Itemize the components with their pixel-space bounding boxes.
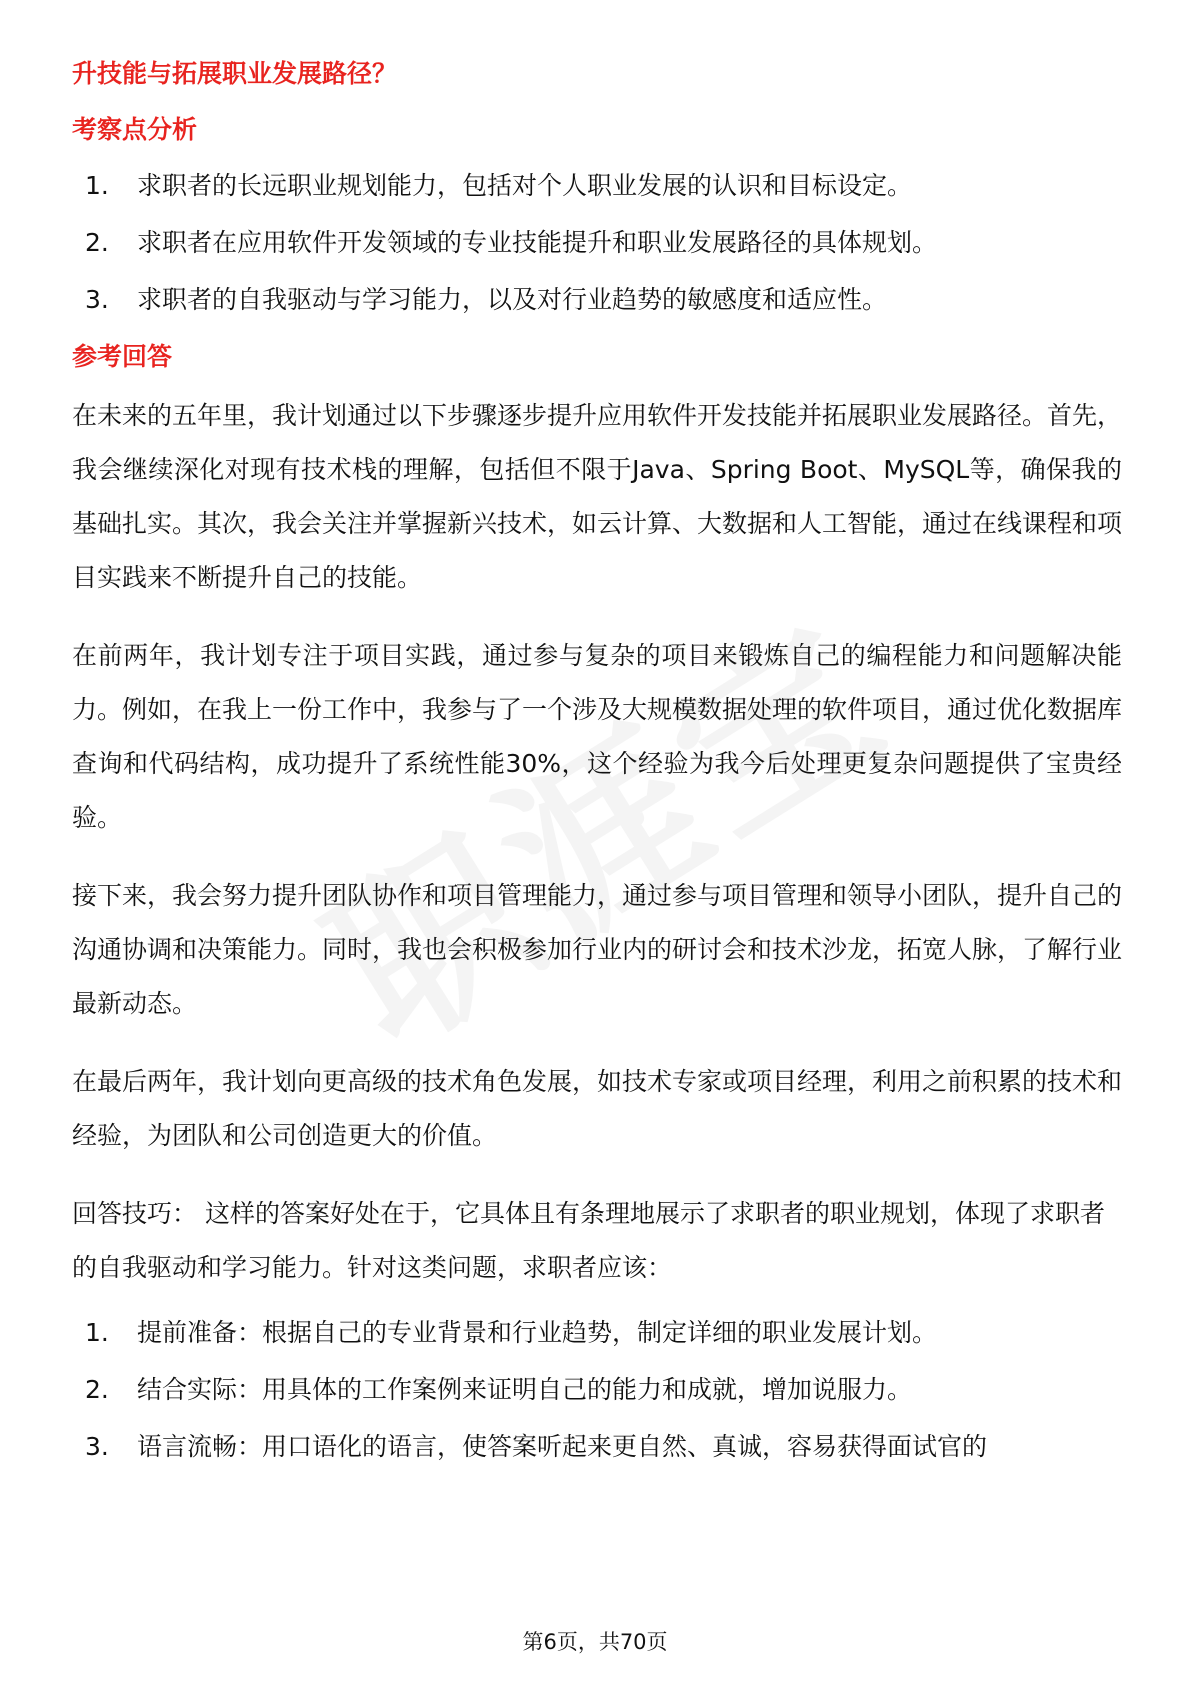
page-footer: 第6页，共70页 xyxy=(522,1630,668,1654)
answer-paragraph: 接下来，我会努力提升团队协作和项目管理能力，通过参与项目管理和领导小团队，提升自己的沟通协调和决策能力。同时，我也会积极参加行业内的研讨会和技术沙龙，拓宽人脉，了解行业最新动态。 xyxy=(72,881,1123,1018)
list-text: 提前准备：根据自己的专业背景和行业趋势，制定详细的职业发展计划。 xyxy=(137,1318,938,1347)
list-number: 2. xyxy=(85,1375,109,1404)
list-number: 3. xyxy=(85,1432,109,1461)
list-item xyxy=(72,1315,1122,1351)
list-item xyxy=(72,282,1122,318)
tips-label: 回答技巧： xyxy=(72,1199,198,1228)
list-item xyxy=(72,168,1122,204)
tips-text: 这样的答案好处在于，它具体且有条理地展示了求职者的职业规划，体现了求职者的自我驱动和学习能力。针对这类问题，求职者应该： xyxy=(72,1199,1105,1282)
list-item xyxy=(72,1372,1122,1408)
list-number: 3. xyxy=(85,285,109,314)
answer-paragraph: 在未来的五年里，我计划通过以下步骤逐步提升应用软件开发技能并拓展职业发展路径。首先，我会继续深化对现有技术栈的理解，包括但不限于Java、Spring Boot、MySQL等，确保我的基础扎实。其次，我会关注并掌握新兴技术，如云计算、大数据和人工智能，通过在线课程和项目实践来不断提升自己的技能。 xyxy=(72,401,1123,592)
analysis-heading: 考察点分析 xyxy=(72,115,198,144)
answer-heading: 参考回答 xyxy=(72,342,173,371)
list-text: 语言流畅：用口语化的语言，使答案听起来更自然、真诚，容易获得面试官的 xyxy=(137,1432,988,1461)
list-text: 求职者的长远职业规划能力，包括对个人职业发展的认识和目标设定。 xyxy=(137,171,913,200)
list-item xyxy=(72,1429,1122,1465)
tips-paragraph xyxy=(72,1187,1122,1295)
tips-list xyxy=(72,1315,1122,1465)
list-number: 1. xyxy=(85,1318,109,1347)
analysis-list xyxy=(72,168,1122,318)
list-text: 结合实际：用具体的工作案例来证明自己的能力和成就，增加说服力。 xyxy=(137,1375,913,1404)
list-number: 1. xyxy=(85,171,109,200)
answer-paragraph: 在前两年，我计划专注于项目实践，通过参与复杂的项目来锻炼自己的编程能力和问题解决能力。例如，在我上一份工作中，我参与了一个涉及大规模数据处理的软件项目，通过优化数据库查询和代码结构，成功提升了系统性能30%，这个经验为我今后处理更复杂问题提供了宝贵经验。 xyxy=(72,641,1123,832)
list-number: 2. xyxy=(85,228,109,257)
list-text: 求职者在应用软件开发领域的专业技能提升和职业发展路径的具体规划。 xyxy=(137,228,938,257)
question-title: 升技能与拓展职业发展路径？ xyxy=(72,59,398,88)
page-content xyxy=(72,56,1122,1486)
list-text: 求职者的自我驱动与学习能力，以及对行业趋势的敏感度和适应性。 xyxy=(137,285,888,314)
answer-paragraph: 在最后两年，我计划向更高级的技术角色发展，如技术专家或项目经理，利用之前积累的技术和经验，为团队和公司创造更大的价值。 xyxy=(72,1067,1123,1150)
list-item xyxy=(72,225,1122,261)
